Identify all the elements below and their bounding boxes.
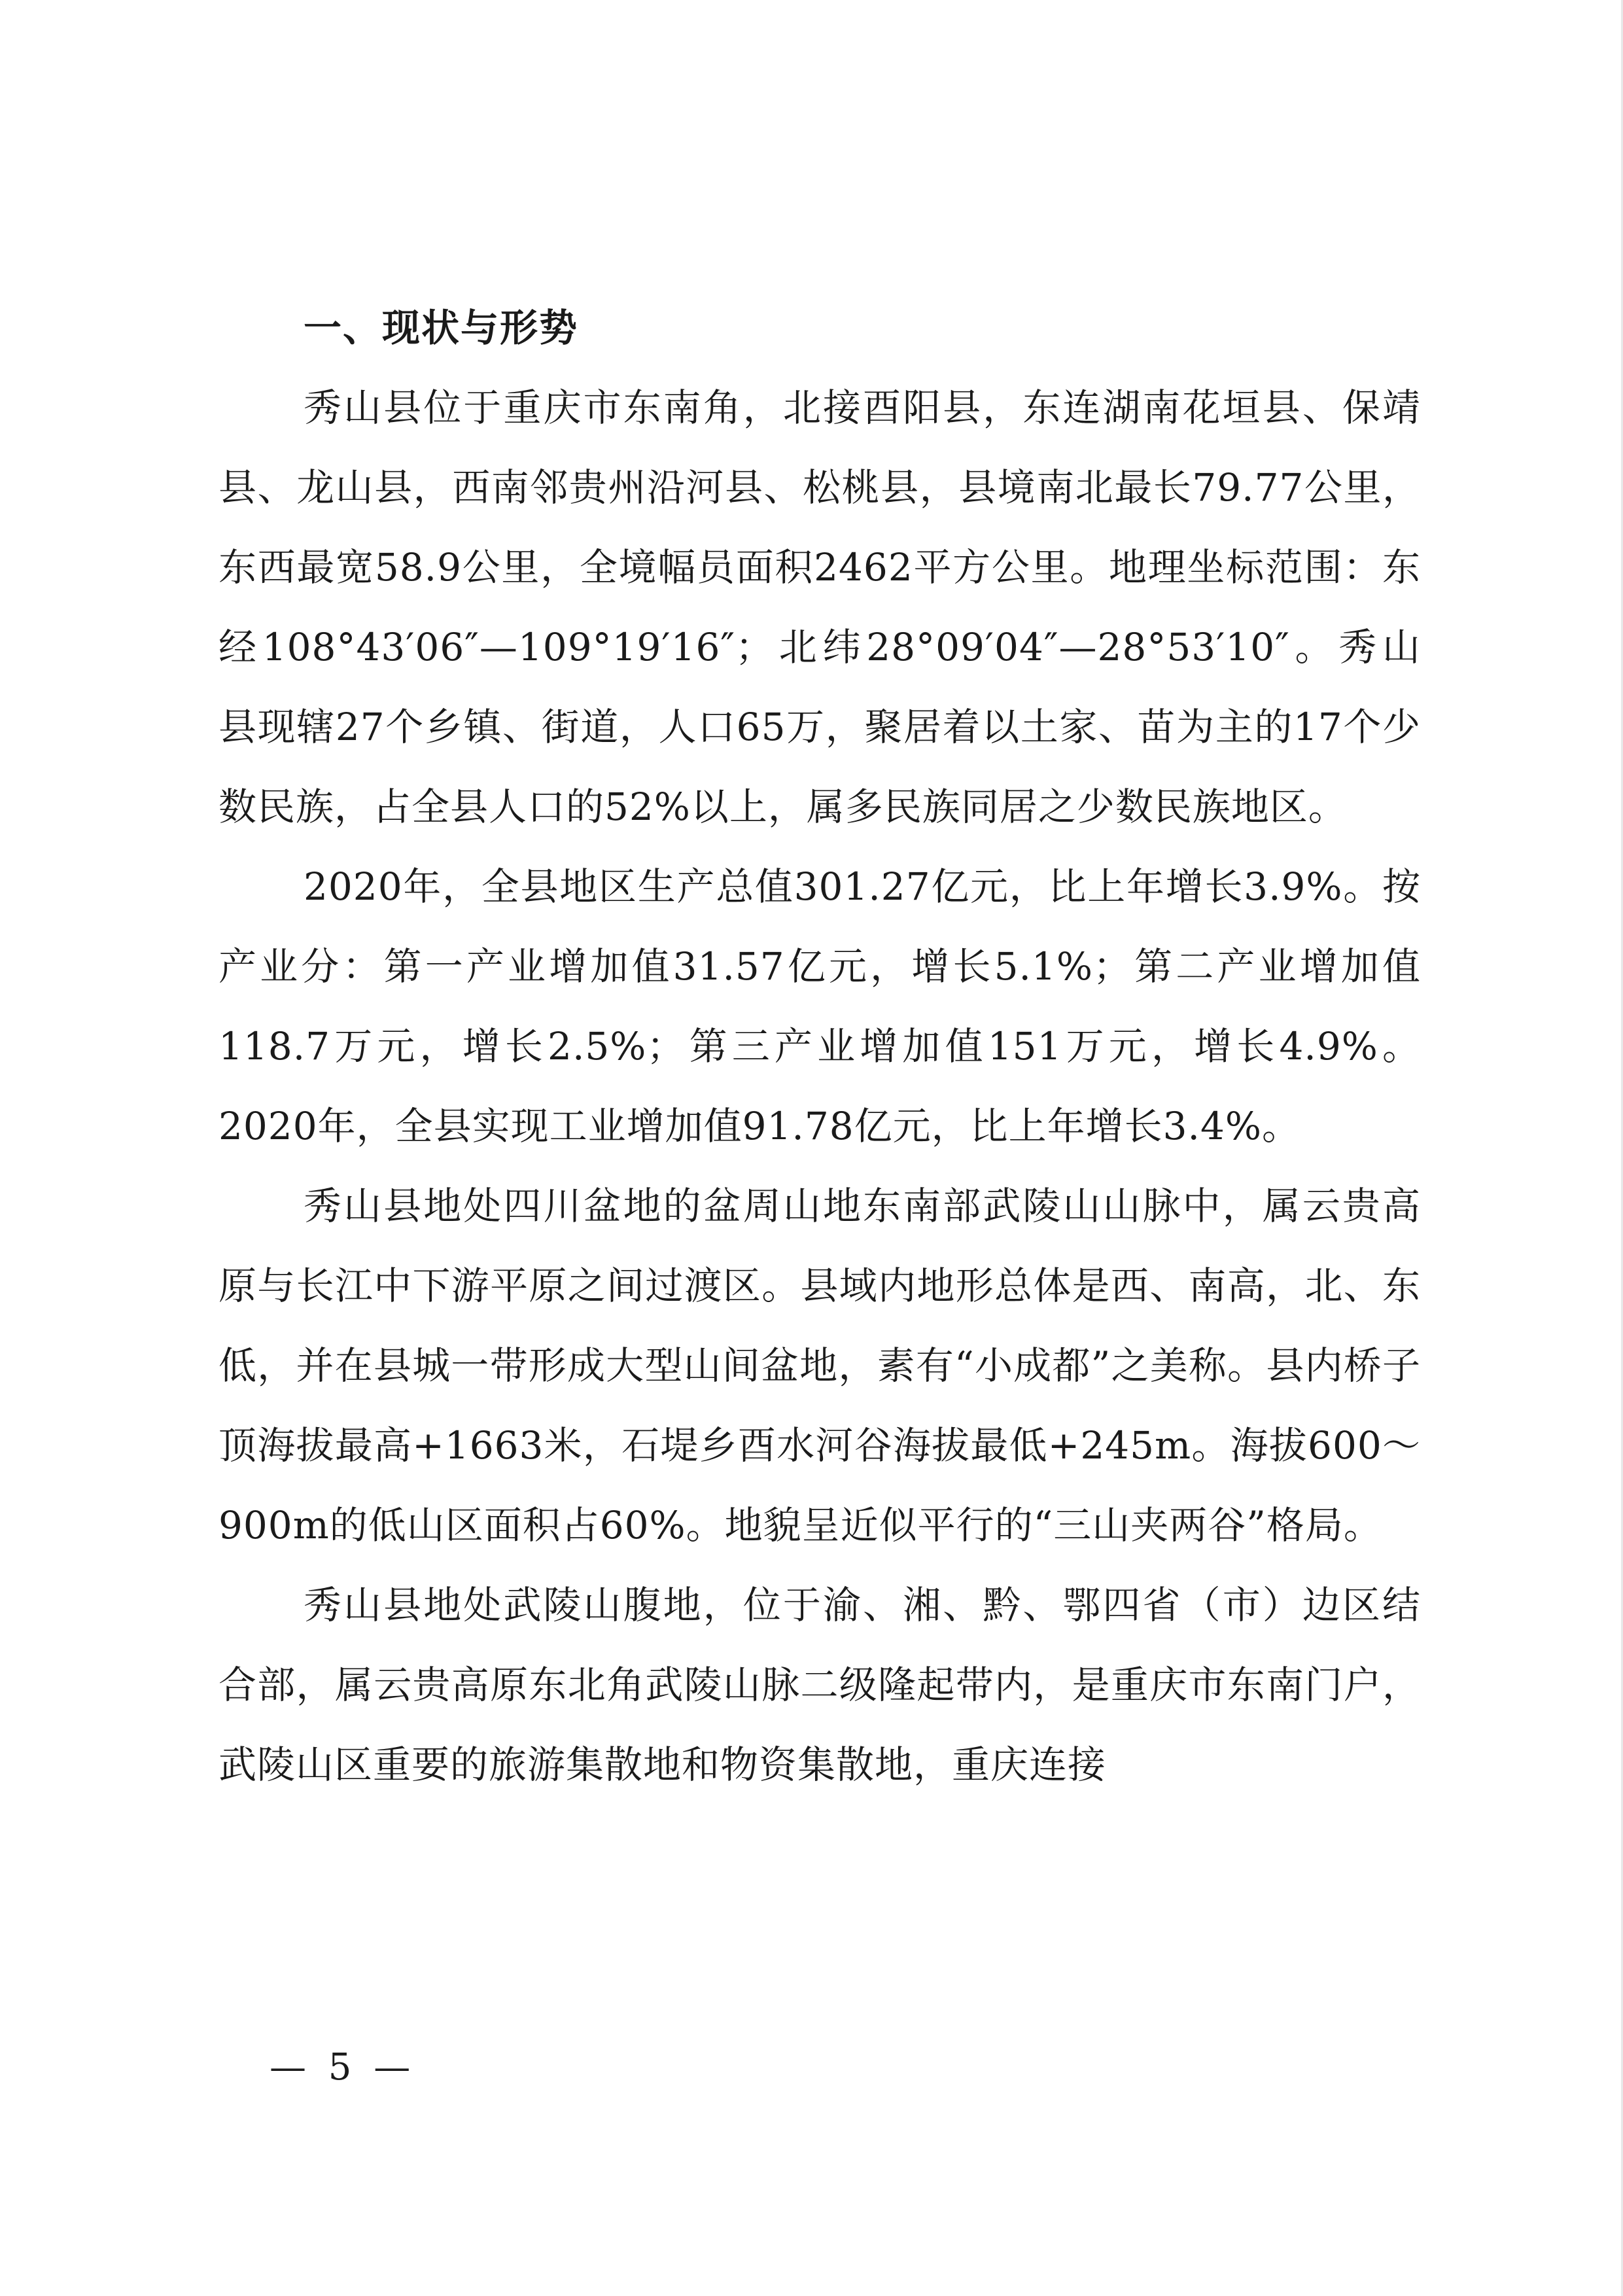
page-body (218, 288, 1421, 1805)
page-number: — 5 — (270, 2046, 416, 2089)
paragraph-economy: 2020年，全县地区生产总值301.27亿元，比上年增长3.9%。按产业分：第一产业增加值31.57亿元，增长5.1%；第二产业增加值118.7万元，增长2.5%；第三产业增加值151万元，增长4.9%。2020年，全县实现工业增加值91.78亿元，比上年增长3.4%。 (218, 864, 1421, 1148)
paragraph-location: 秀山县位于重庆市东南角，北接酉阳县，东连湖南花垣县、保靖县、龙山县，西南邻贵州沿河县、松桃县，县境南北最长79.77公里，东西最宽58.9公里，全境幅员面积2462平方公里。地理坐标范围：东经108°43′06″—109°19′16″；北纬28°09′04″—28°53′10″。秀山县现辖27个乡镇、街道，人口65万，聚居着以土家、苗为主的17个少数民族，占全县人口的52%以上，属多民族同居之少数民族地区。 (218, 385, 1421, 829)
section-heading: 一、现状与形势 (304, 306, 579, 350)
paragraph-terrain: 秀山县地处四川盆地的盆周山地东南部武陵山山脉中，属云贵高原与长江中下游平原之间过渡区。县域内地形总体是西、南高，北、东低，并在县城一带形成大型山间盆地，素有“小成都”之美称。县内桥子顶海拔最高+1663米，石堤乡酉水河谷海拔最低+245m。海拔600～900m的低山区面积占60%。地貌呈近似平行的“三山夹两谷”格局。 (218, 1184, 1421, 1547)
paragraph-position: 秀山县地处武陵山腹地，位于渝、湘、黔、鄂四省（市）边区结合部，属云贵高原东北角武陵山脉二级隆起带内，是重庆市东南门户，武陵山区重要的旅游集散地和物资集散地，重庆连接 (218, 1583, 1421, 1787)
